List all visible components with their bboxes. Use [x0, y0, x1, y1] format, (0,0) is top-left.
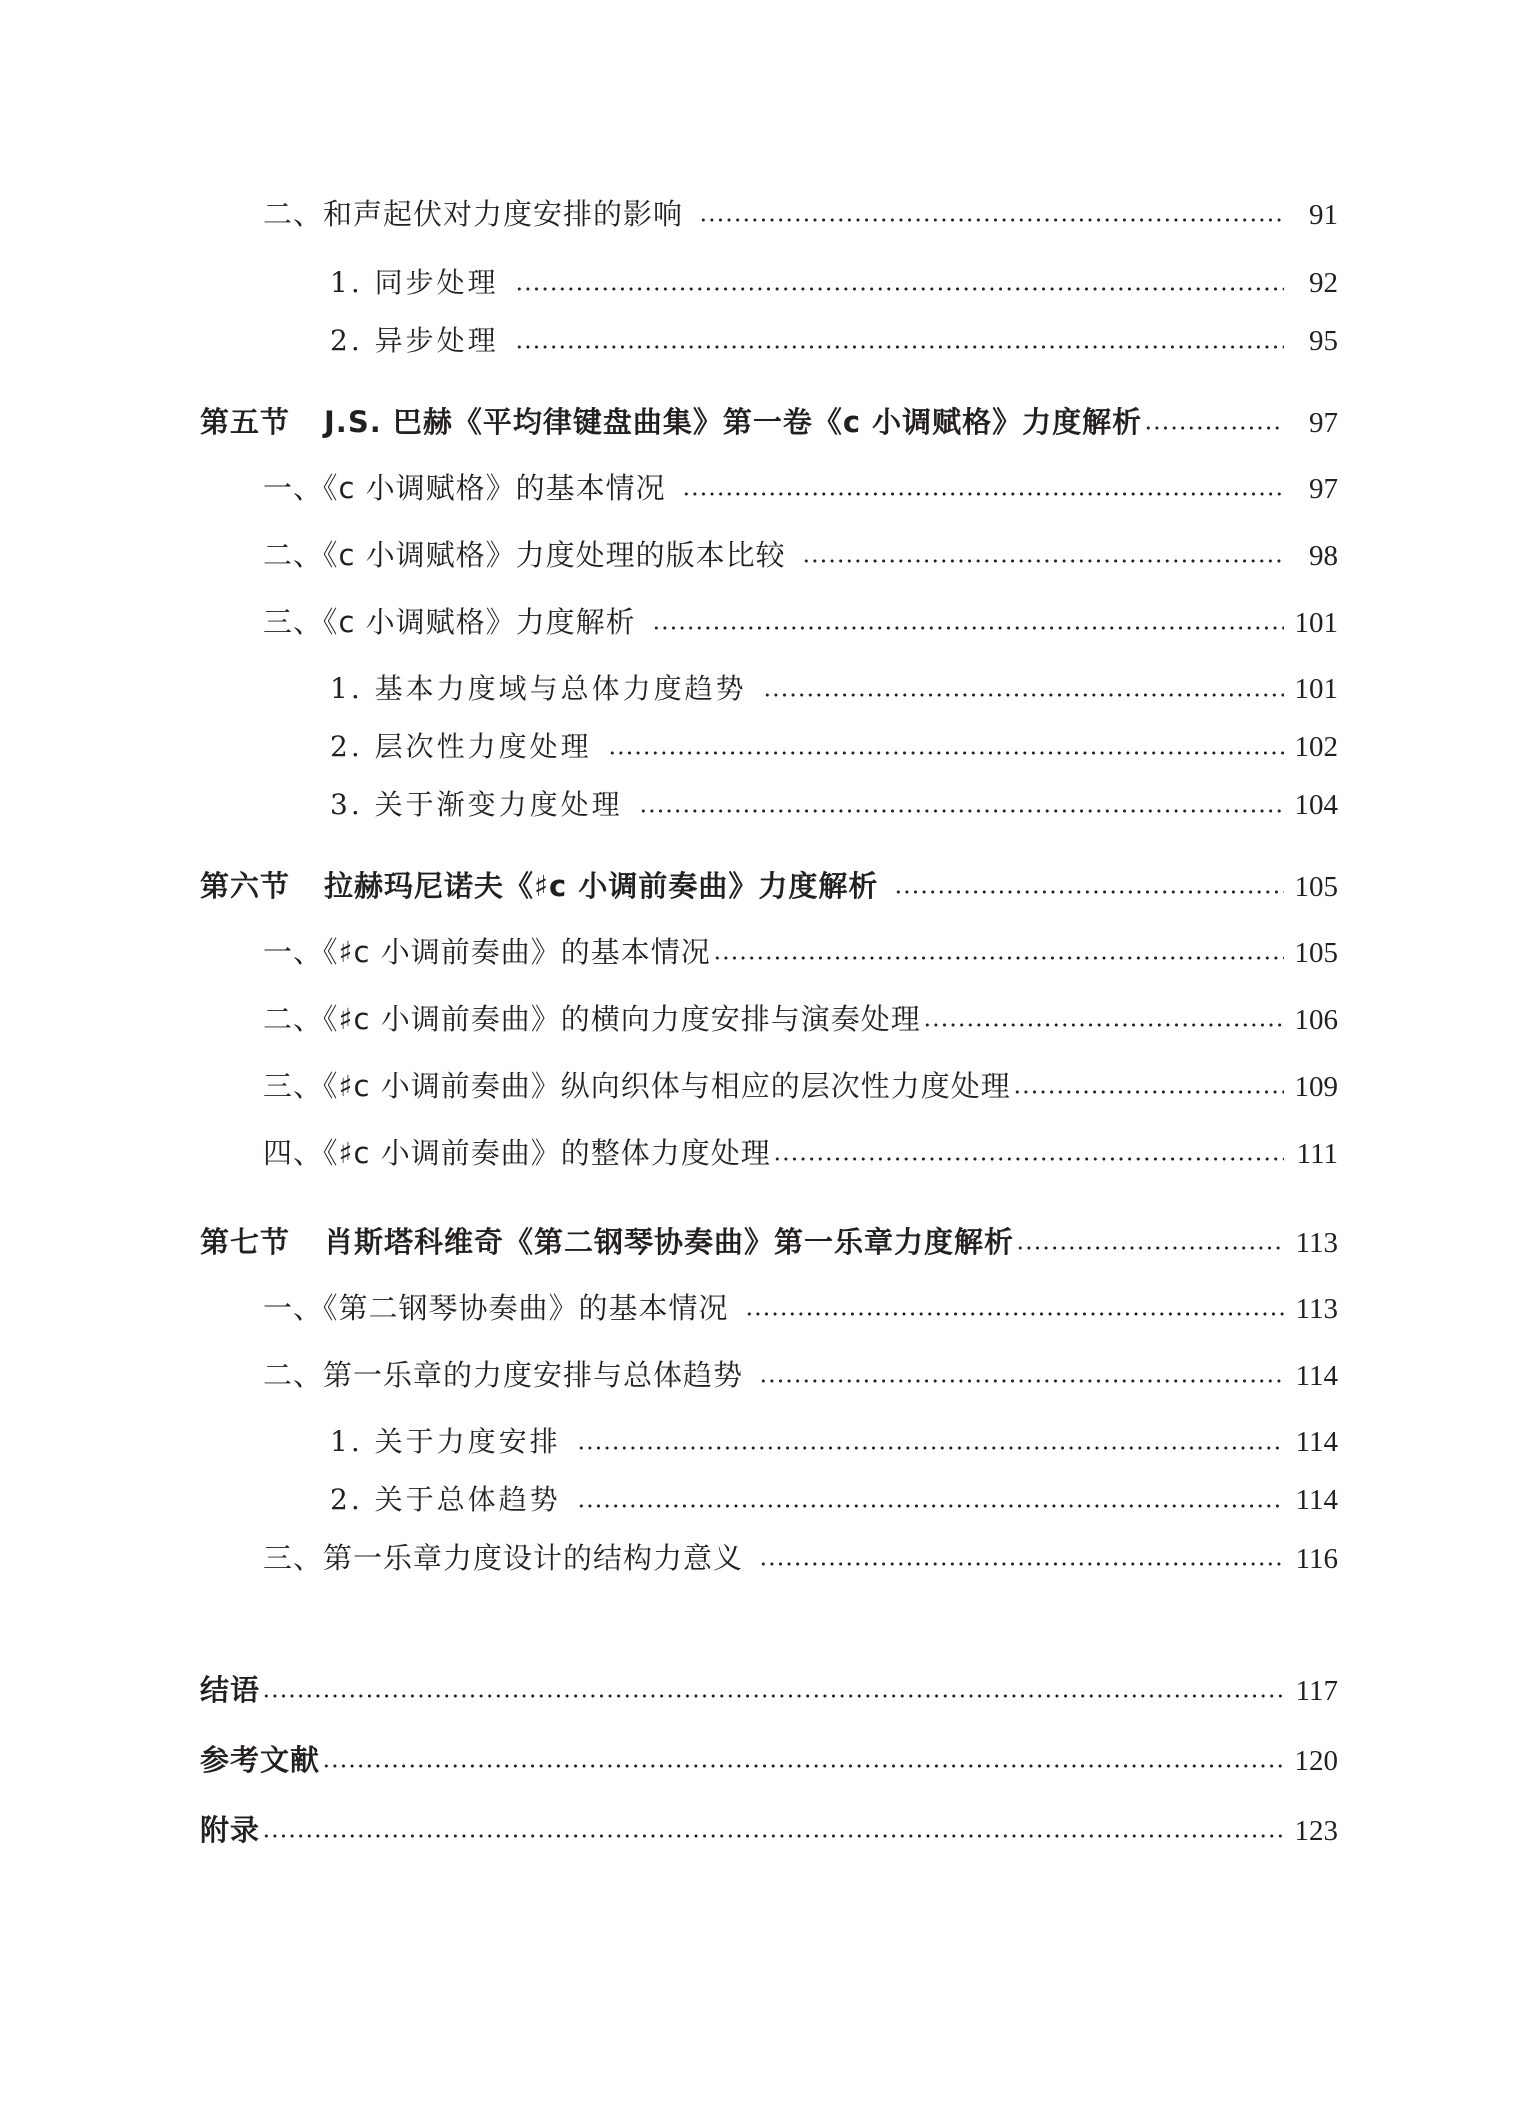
- dot-leader: [262, 1825, 1284, 1842]
- toc-entry[interactable]: [330, 1420, 1338, 1460]
- toc-entry[interactable]: [330, 319, 1338, 359]
- dot-leader: [773, 1148, 1284, 1165]
- toc-entry-page: 95: [1309, 325, 1338, 357]
- toc-entry-title: 2. 层次性力度处理: [330, 730, 592, 763]
- toc-entry[interactable]: [263, 466, 1338, 506]
- section-number: 第六节: [200, 869, 291, 903]
- dot-leader: [1144, 417, 1284, 434]
- toc-section-heading: [200, 864, 878, 905]
- section-number: 第五节: [200, 405, 291, 439]
- toc-entry[interactable]: [263, 1064, 1338, 1104]
- toc-entry-page: 113: [1295, 1227, 1338, 1259]
- toc-entry[interactable]: [263, 1286, 1338, 1326]
- dot-leader: [608, 742, 1284, 759]
- section-title: 拉赫玛尼诺夫《♯c 小调前奏曲》力度解析: [324, 869, 879, 903]
- dot-leader: [682, 483, 1284, 500]
- toc-entry[interactable]: [263, 1536, 1338, 1576]
- toc-entry-title: 二、和声起伏对力度安排的影响: [263, 197, 684, 231]
- toc-entry-page: 92: [1309, 267, 1338, 299]
- toc-entry[interactable]: [263, 192, 1338, 232]
- toc-section-heading: [200, 400, 1142, 441]
- toc-entry-title: 二、《♯c 小调前奏曲》的横向力度安排与演奏处理: [263, 1002, 921, 1036]
- dot-leader: [894, 881, 1284, 898]
- toc-entry-title: 2. 关于总体趋势: [330, 1483, 561, 1516]
- toc-entry-page: 97: [1309, 407, 1338, 439]
- dot-leader: [652, 617, 1284, 634]
- toc-entry-page: 101: [1294, 673, 1338, 705]
- toc-entry-title: 一、《♯c 小调前奏曲》的基本情况: [263, 935, 711, 969]
- toc-entry-title: 3. 关于渐变力度处理: [330, 788, 623, 821]
- toc-entry-title: 参考文献: [200, 1743, 321, 1777]
- toc-section-heading: [200, 1220, 1014, 1261]
- toc-entry-title: 三、《♯c 小调前奏曲》纵向织体与相应的层次性力度处理: [263, 1069, 1011, 1103]
- toc-entry[interactable]: [330, 725, 1338, 765]
- toc-entry-page: 114: [1295, 1360, 1338, 1392]
- dot-leader: [745, 1303, 1284, 1320]
- dot-leader: [802, 550, 1284, 567]
- toc-entry-page: 113: [1295, 1293, 1338, 1325]
- toc-entry[interactable]: [263, 533, 1338, 573]
- dot-leader: [262, 1685, 1284, 1702]
- toc-entry-page: 98: [1309, 540, 1338, 572]
- toc-entry-page: 117: [1295, 1675, 1338, 1707]
- toc-entry-title: 1. 同步处理: [330, 266, 499, 299]
- section-title: 肖斯塔科维奇《第二钢琴协奏曲》第一乐章力度解析: [324, 1225, 1015, 1259]
- toc-entry-page: 105: [1294, 937, 1338, 969]
- toc-entry-title: 2. 异步处理: [330, 324, 499, 357]
- section-title: J.S. 巴赫《平均律键盘曲集》第一卷《c 小调赋格》力度解析: [324, 405, 1143, 439]
- dot-leader: [763, 684, 1284, 701]
- dot-leader: [759, 1370, 1284, 1387]
- toc-entry-title: 三、《c 小调赋格》力度解析: [263, 605, 636, 639]
- toc-entry-page: 104: [1294, 789, 1338, 821]
- dot-leader: [759, 1553, 1284, 1570]
- toc-entry-title: 附录: [200, 1813, 261, 1847]
- dot-leader: [515, 336, 1284, 353]
- toc-backmatter-entry[interactable]: [200, 1668, 1338, 1708]
- toc-entry[interactable]: [263, 930, 1338, 970]
- dot-leader: [1013, 1081, 1284, 1098]
- toc-entry-title: 二、第一乐章的力度安排与总体趋势: [263, 1358, 744, 1392]
- toc-entry-page: 114: [1295, 1426, 1338, 1458]
- toc-section-entry[interactable]: [200, 864, 1338, 904]
- dot-leader: [322, 1755, 1284, 1772]
- toc-entry-title: 二、《c 小调赋格》力度处理的版本比较: [263, 538, 786, 572]
- toc-entry[interactable]: [263, 600, 1338, 640]
- dot-leader: [577, 1437, 1284, 1454]
- toc-entry[interactable]: [263, 1131, 1338, 1171]
- toc-entry-page: 102: [1294, 731, 1338, 763]
- dot-leader: [713, 947, 1284, 964]
- toc-entry-page: 91: [1309, 199, 1338, 231]
- toc-entry-title: 1. 基本力度域与总体力度趋势: [330, 672, 747, 705]
- toc-entry-title: 一、《第二钢琴协奏曲》的基本情况: [263, 1291, 729, 1325]
- toc-entry-title: 一、《c 小调赋格》的基本情况: [263, 471, 666, 505]
- section-number: 第七节: [200, 1225, 291, 1259]
- toc-entry-page: 101: [1294, 607, 1338, 639]
- toc-backmatter-entry[interactable]: [200, 1738, 1338, 1778]
- dot-leader: [639, 800, 1284, 817]
- toc-entry-page: 97: [1309, 473, 1338, 505]
- toc-section-entry[interactable]: [200, 1220, 1338, 1260]
- dot-leader: [515, 278, 1284, 295]
- toc-entry[interactable]: [263, 997, 1338, 1037]
- toc-entry-page: 105: [1294, 871, 1338, 903]
- toc-entry-page: 111: [1296, 1138, 1338, 1170]
- toc-entry-title: 四、《♯c 小调前奏曲》的整体力度处理: [263, 1136, 771, 1170]
- toc-backmatter-entry[interactable]: [200, 1808, 1338, 1848]
- toc-entry-page: 109: [1294, 1071, 1338, 1103]
- toc-entry-page: 120: [1294, 1745, 1338, 1777]
- toc-entry[interactable]: [330, 667, 1338, 707]
- toc-section-entry[interactable]: [200, 400, 1338, 440]
- toc-entry-page: 116: [1295, 1543, 1338, 1575]
- toc-entry[interactable]: [330, 261, 1338, 301]
- dot-leader: [577, 1495, 1284, 1512]
- dot-leader: [699, 209, 1284, 226]
- toc-entry-page: 123: [1294, 1815, 1338, 1847]
- toc-entry[interactable]: [330, 783, 1338, 823]
- dot-leader: [1016, 1237, 1284, 1254]
- toc-entry[interactable]: [330, 1478, 1338, 1518]
- toc-entry-title: 三、第一乐章力度设计的结构力意义: [263, 1541, 744, 1575]
- dot-leader: [923, 1014, 1284, 1031]
- toc-entry-page: 114: [1295, 1484, 1338, 1516]
- toc-entry-page: 106: [1294, 1004, 1338, 1036]
- toc-entry-title: 1. 关于力度安排: [330, 1425, 561, 1458]
- toc-entry[interactable]: [263, 1353, 1338, 1393]
- toc-entry-title: 结语: [200, 1673, 261, 1707]
